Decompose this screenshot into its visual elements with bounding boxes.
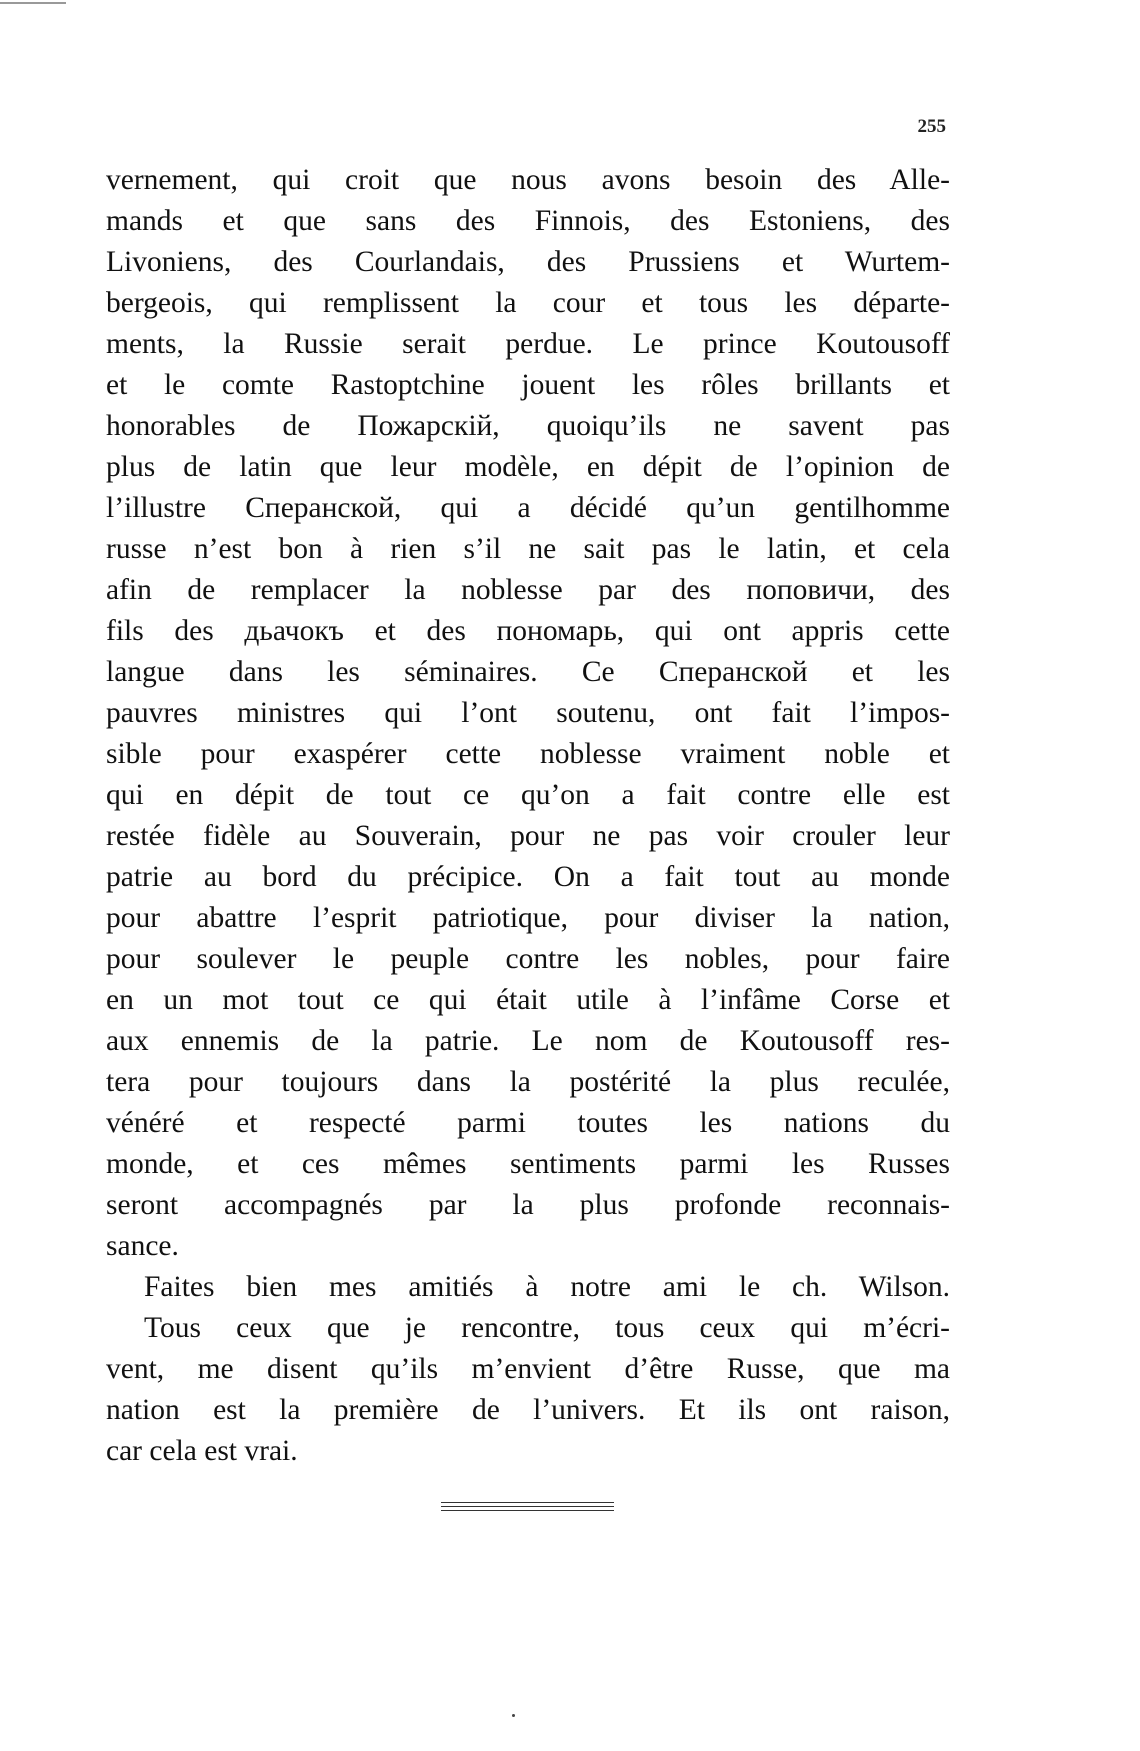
text-line: bergeois, qui remplissent la cour et tous les départe- xyxy=(106,287,950,319)
text-line: qui en dépit de tout ce qu’on a fait contre elle est xyxy=(106,779,950,811)
text-line: vernement, qui croit que nous avons besoin des Alle- xyxy=(106,164,950,196)
text-line: honorables de Пожарскій, quoiqu’ils ne savent pas xyxy=(106,410,950,442)
text-line: Livoniens, des Courlandais, des Prussiens et Wurtem- xyxy=(106,246,950,278)
text-line: sible pour exaspérer cette noblesse vraiment noble et xyxy=(106,738,950,770)
body-text xyxy=(106,160,950,1472)
text-line: restée fidèle au Souverain, pour ne pas voir crouler leur xyxy=(106,820,950,852)
end-of-text-rule xyxy=(441,1502,614,1514)
rule-line xyxy=(441,1502,614,1503)
page-number: 255 xyxy=(917,116,946,137)
rule-line xyxy=(441,1510,614,1511)
text-line: ments, la Russie serait perdue. Le prince Koutousoff xyxy=(106,328,950,360)
text-line: tera pour toujours dans la postérité la plus reculée, xyxy=(106,1066,950,1098)
text-line: l’illustre Сперанской, qui a décidé qu’un gentilhomme xyxy=(106,492,950,524)
text-line: vénéré et respecté parmi toutes les nations du xyxy=(106,1107,950,1139)
print-speck xyxy=(512,1714,515,1717)
text-line: et le comte Rastoptchine jouent les rôles brillants et xyxy=(106,369,950,401)
text-line: nation est la première de l’univers. Et ils ont raison, xyxy=(106,1394,950,1426)
text-line: sance. xyxy=(106,1230,179,1262)
text-line: russe n’est bon à rien s’il ne sait pas le latin, et cela xyxy=(106,533,950,565)
text-line: vent, me disent qu’ils m’envient d’être Russe, que ma xyxy=(106,1353,950,1385)
top-edge-rule xyxy=(0,2,66,4)
text-line: aux ennemis de la patrie. Le nom de Koutousoff res- xyxy=(106,1025,950,1057)
text-line: mands et que sans des Finnois, des Estoniens, des xyxy=(106,205,950,237)
text-line: pauvres ministres qui l’ont soutenu, ont fait l’impos- xyxy=(106,697,950,729)
text-line: en un mot tout ce qui était utile à l’infâme Corse et xyxy=(106,984,950,1016)
rule-line xyxy=(441,1506,614,1507)
text-line: plus de latin que leur modèle, en dépit de l’opinion de xyxy=(106,451,950,483)
text-line: langue dans les séminaires. Ce Сперанской et les xyxy=(106,656,950,688)
text-line: car cela est vrai. xyxy=(106,1435,298,1467)
text-line: seront accompagnés par la plus profonde reconnais- xyxy=(106,1189,950,1221)
text-line: Tous ceux que je rencontre, tous ceux qui m’écri- xyxy=(144,1312,950,1344)
text-line: monde, et ces mêmes sentiments parmi les Russes xyxy=(106,1148,950,1180)
text-line: pour abattre l’esprit patriotique, pour diviser la nation, xyxy=(106,902,950,934)
text-line: pour soulever le peuple contre les nobles, pour faire xyxy=(106,943,950,975)
text-line: patrie au bord du précipice. On a fait tout au monde xyxy=(106,861,950,893)
text-line: Faites bien mes amitiés à notre ami le ch. Wilson. xyxy=(144,1271,950,1303)
text-line: fils des дьачокъ et des пономарь, qui ont appris cette xyxy=(106,615,950,647)
text-line: afin de remplacer la noblesse par des поповичи, des xyxy=(106,574,950,606)
